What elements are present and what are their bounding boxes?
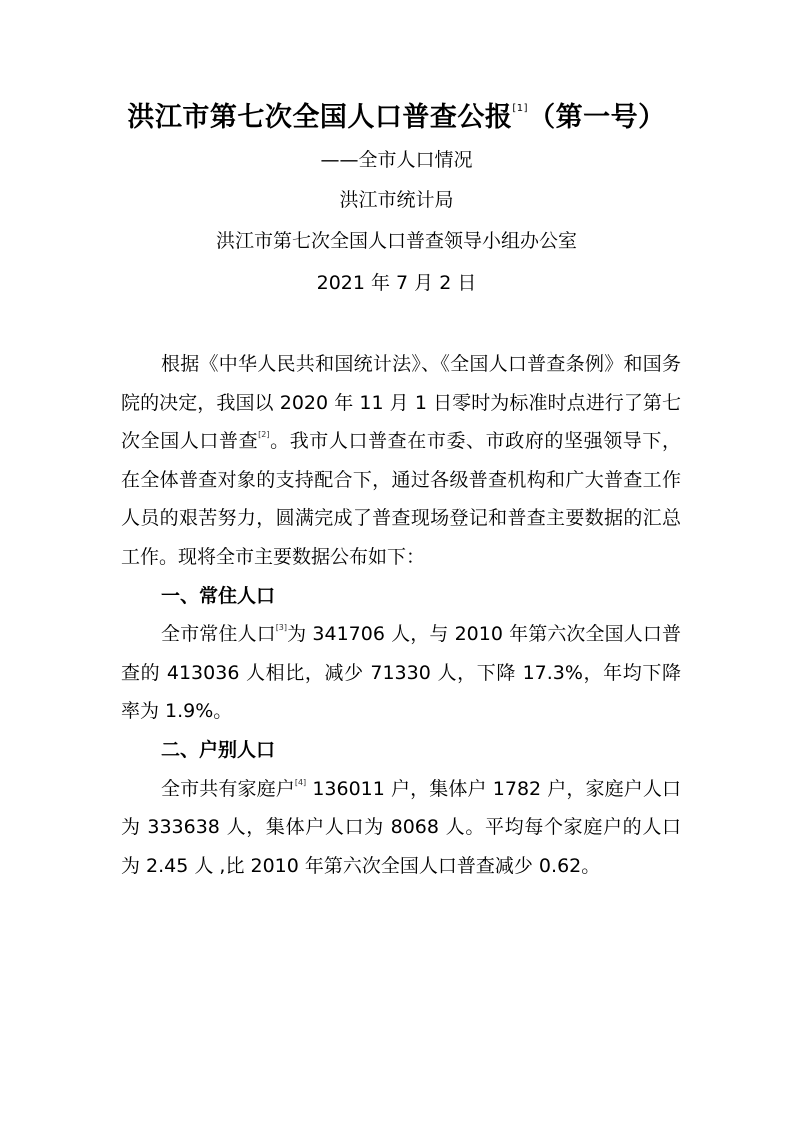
title-suffix: （第一号）	[528, 102, 666, 133]
document-title	[0, 98, 793, 138]
publish-date: 2021 年 7 月 2 日	[316, 272, 477, 294]
section-heading-household-population: 二、户别人口	[161, 738, 276, 761]
resident-population-paragraph	[121, 615, 681, 731]
section1-text-1: 全市常住人口	[161, 623, 276, 646]
title-main: 洪江市第七次全国人口普查公报	[127, 102, 513, 133]
title-footnote-ref[interactable]: [1]	[512, 103, 529, 114]
section2-text-2: 136011 户，集体户 1782 户，家庭户人口为 333638 人，集体户人口为 8068 人。平均每个家庭户的人口为 2.45 人 ,比 2010 年第六次全国人口普查减少 0.62。	[121, 777, 681, 877]
document-body	[121, 345, 681, 885]
issuer-statistics-bureau: 洪江市统计局	[339, 189, 454, 211]
footnote-ref-3[interactable]: [3]	[275, 623, 288, 633]
intro-text-2: 。我市人口普查在市委、市政府的坚强领导下，在全体普查对象的支持配合下，通过各级普查机构和广大普查工作人员的艰苦努力，圆满完成了普查现场登记和普查主要数据的汇总工作。现将全市主要数据公布如下：	[121, 430, 681, 568]
household-population-paragraph	[121, 770, 681, 886]
section2-text-1: 全市共有家庭户	[161, 777, 295, 800]
section-heading-resident-population: 一、常住人口	[161, 584, 276, 607]
subtitle: ——全市人口情况	[320, 149, 473, 171]
intro-paragraph	[121, 345, 681, 577]
section1-text-2: 为 341706 人，与 2010 年第六次全国人口普查的 413036 人相比，减少 71330 人，下降 17.3%，年均下降率为 1.9%。	[121, 623, 681, 723]
footnote-ref-2[interactable]: [2]	[258, 430, 270, 440]
intro-text-1: 根据《中华人民共和国统计法》、《全国人口普查条例》和国务院的决定，我国以 2020 年 11 月 1 日零时为标准时点进行了第七次全国人口普查	[121, 353, 681, 453]
issuer-census-office: 洪江市第七次全国人口普查领导小组办公室	[215, 230, 577, 252]
footnote-ref-4[interactable]: [4]	[294, 777, 307, 787]
